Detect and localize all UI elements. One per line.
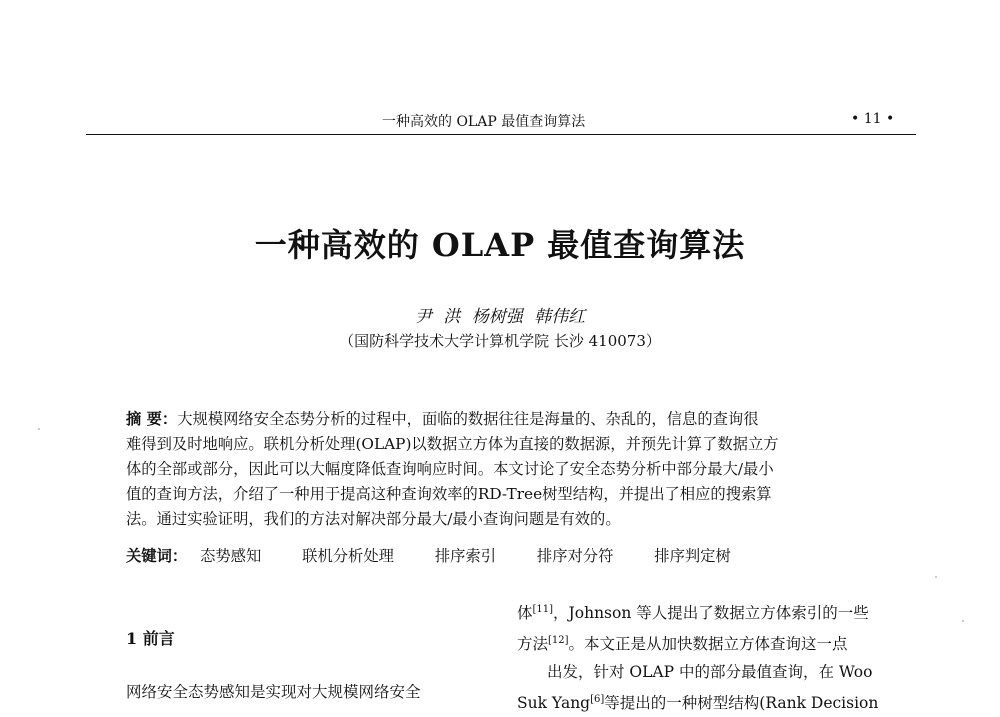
keyword: 联机分析处理: [302, 547, 394, 565]
keywords-label: 关键词：: [126, 547, 188, 565]
abstract-line: 值的查询方法，介绍了一种用于提高这种查询效率的RD-Tree树型结构，并提出了相应的搜索算: [126, 485, 772, 503]
affiliation: （国防科学技术大学计算机学院 长沙 410073）: [339, 332, 661, 350]
citation: [11]: [532, 604, 554, 615]
body-line: 出发，针对 OLAP 中的部分最值查询，在 Woo: [547, 663, 873, 682]
keywords: [126, 544, 767, 566]
scan-speck: [38, 428, 40, 430]
abstract-line: 体的全部或部分，因此可以大幅度降低查询响应时间。本文讨论了安全态势分析中部分最大/最小: [126, 460, 774, 478]
body-line: 网络安全态势感知是实现对大规模网络安全: [126, 683, 421, 701]
abstract-line: 难得到及时地响应。联机分析处理(OLAP)以数据立方体为直接的数据源，并预先计算了数据立方: [126, 435, 779, 453]
abstract-line: [126, 407, 878, 432]
scan-speck: [962, 620, 964, 622]
page-number: • 11 •: [851, 111, 895, 127]
abstract-text: 大规模网络安全态势分析的过程中，面临的数据往往是海量的、杂乱的，信息的查询很: [177, 410, 759, 428]
running-title: 一种高效的 OLAP 最值查询算法: [382, 114, 586, 130]
keyword: 排序对分符: [536, 547, 614, 565]
section-heading: 1 前言: [126, 629, 175, 648]
header-rule: [86, 134, 916, 135]
abstract-line: 法。通过实验证明，我们的方法对解决部分最大/最小查询问题是有效的。: [126, 510, 621, 528]
paper-title: 一种高效的 OLAP 最值查询算法: [254, 226, 746, 264]
body-line: Suk Yang[6]等提出的一种树型结构(Rank Decision: [517, 694, 879, 713]
abstract: [126, 407, 878, 532]
body-line: 方法[12]。本文正是从加快数据立方体查询这一点: [517, 635, 848, 654]
keyword: 排序判定树: [654, 547, 731, 565]
citation: [12]: [548, 635, 569, 647]
scan-speck: [935, 576, 937, 578]
keyword: 排序索引: [434, 547, 497, 565]
citation: [6]: [590, 694, 605, 706]
abstract-label: 摘 要：: [126, 410, 178, 428]
authors: 尹 洪 杨树强 韩伟红: [414, 307, 586, 327]
body-line: 体[11]，Johnson 等人提出了数据立方体索引的一些: [517, 604, 869, 623]
right-column: [517, 596, 917, 717]
keyword: 态势感知: [200, 547, 262, 565]
